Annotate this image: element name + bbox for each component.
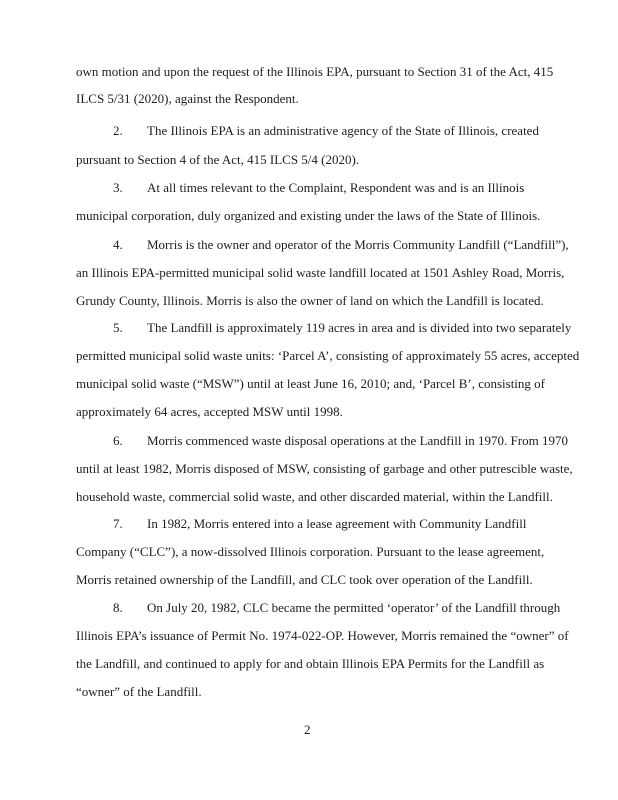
paragraph-number: 5. [113,320,123,335]
text-line: Morris commenced waste disposal operations at the Landfill in 1970. From 1970 [147,433,568,448]
page-number: 2 [304,722,311,737]
text-line: approximately 64 acres, accepted MSW until 1998. [76,404,343,419]
text-line: permitted municipal solid waste units: ‘Parcel A’, consisting of approximately 55 acres, accepted [76,348,580,363]
text-line: municipal solid waste (“MSW”) until at least June 16, 2010; and, ‘Parcel B’, consisting of [76,376,545,391]
text-line: until at least 1982, Morris disposed of MSW, consisting of garbage and other putrescible waste, [76,461,573,476]
text-line: Company (“CLC”), a now-dissolved Illinois corporation. Pursuant to the lease agreement, [76,544,545,559]
text-line: own motion and upon the request of the Illinois EPA, pursuant to Section 31 of the Act, 415 [76,64,554,79]
text-line: Illinois EPA’s issuance of Permit No. 1974-022-OP. However, Morris remained the “owner” of [76,628,569,643]
text-line: The Landfill is approximately 119 acres in area and is divided into two separately [147,320,572,335]
paragraph-number: 2. [113,123,123,138]
text-line: Morris retained ownership of the Landfill, and CLC took over operation of the Landfill. [76,572,533,587]
paragraph-number: 3. [113,180,123,195]
paragraph-number: 8. [113,600,123,615]
text-line: the Landfill, and continued to apply for and obtain Illinois EPA Permits for the Landfill as [76,656,545,671]
text-line: The Illinois EPA is an administrative agency of the State of Illinois, created [147,123,539,138]
text-line: “owner” of the Landfill. [76,684,202,699]
paragraph-number: 7. [113,516,123,531]
text-line: pursuant to Section 4 of the Act, 415 ILCS 5/4 (2020). [76,152,360,167]
paragraph-number: 6. [113,433,123,448]
text-line: In 1982, Morris entered into a lease agreement with Community Landfill [147,516,527,531]
text-line: Grundy County, Illinois. Morris is also the owner of land on which the Landfill is located. [76,293,544,308]
text-line: household waste, commercial solid waste, and other discarded material, within the Landfill. [76,489,553,504]
text-line: At all times relevant to the Complaint, Respondent was and is an Illinois [147,180,525,195]
paragraph-number: 4. [113,237,123,252]
text-line: ILCS 5/31 (2020), against the Respondent. [76,91,299,106]
text-line: On July 20, 1982, CLC became the permitted ‘operator’ of the Landfill through [147,600,561,615]
text-line: Morris is the owner and operator of the Morris Community Landfill (“Landfill”), [147,237,569,252]
text-line: an Illinois EPA-permitted municipal solid waste landfill located at 1501 Ashley Road, Morris, [76,265,565,280]
text-line: municipal corporation, duly organized and existing under the laws of the State of Illinois. [76,208,541,223]
